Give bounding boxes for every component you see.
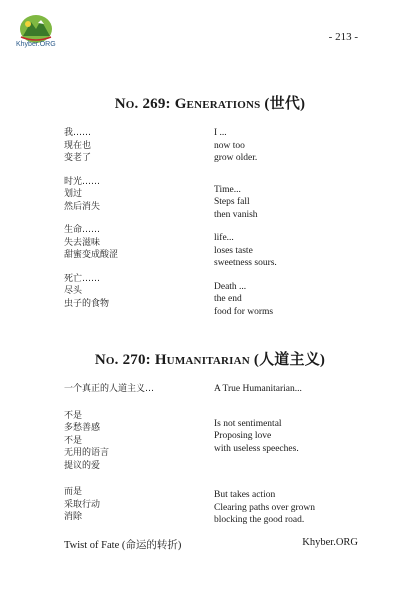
verse-line: 不是 bbox=[64, 410, 83, 421]
verse-line: 不是 bbox=[64, 435, 83, 446]
stanza bbox=[64, 410, 204, 473]
verse-line: 然后消失 bbox=[64, 201, 101, 212]
verse-line: 甜蜜变成酸涩 bbox=[64, 250, 119, 260]
stanza bbox=[64, 176, 204, 214]
poem-number: No. 270: bbox=[94, 352, 155, 368]
stanza bbox=[214, 281, 364, 319]
poem-title-text: Humanitarian bbox=[154, 352, 250, 368]
verse-line: grow older. bbox=[214, 153, 258, 163]
verse-line: 一个真正的人道主义… bbox=[64, 384, 155, 394]
verse-line: the end bbox=[214, 294, 242, 304]
verse-line: 变老了 bbox=[64, 153, 92, 163]
verse-line: 采取行动 bbox=[64, 499, 101, 510]
stanza bbox=[214, 184, 364, 222]
stanza bbox=[64, 224, 204, 262]
verse-line: 生命…… bbox=[64, 225, 101, 235]
stanza bbox=[214, 232, 364, 270]
site-name-footer: Khyber.ORG bbox=[302, 537, 358, 548]
stanza bbox=[64, 486, 204, 524]
verse-line: 失去滋味 bbox=[64, 237, 101, 248]
verse-line: 而是 bbox=[64, 487, 83, 497]
verse-line: then vanish bbox=[214, 209, 258, 220]
poem-title-chinese: (世代) bbox=[260, 96, 306, 112]
stanza bbox=[214, 383, 364, 396]
verse-line: now too bbox=[214, 140, 245, 151]
verse-line: Clearing paths over grown bbox=[214, 502, 316, 513]
page-number: - 213 - bbox=[328, 31, 358, 43]
poem-title-chinese: (人道主义) bbox=[249, 352, 326, 368]
stanza bbox=[64, 127, 204, 165]
verse-line: Steps fall bbox=[214, 197, 250, 207]
verse-line: A True Humanitarian... bbox=[214, 384, 302, 394]
verse-line: loses taste bbox=[214, 245, 253, 256]
stanza bbox=[214, 418, 364, 456]
verse-line: 提议的爱 bbox=[64, 460, 101, 471]
verse-line: Is not sentimental bbox=[214, 418, 282, 429]
verse-line: with useless speeches. bbox=[214, 443, 299, 454]
logo-text: Khyber.ORG bbox=[16, 41, 56, 48]
verse-line: 我…… bbox=[64, 128, 92, 138]
verse-line: 虫子的食物 bbox=[64, 298, 110, 309]
verse-line: 多愁善感 bbox=[64, 423, 101, 433]
verse-line: 消除 bbox=[64, 512, 83, 522]
poem-english-column bbox=[214, 127, 364, 329]
verse-line: blocking the good road. bbox=[214, 515, 305, 525]
verse-line: 尽头 bbox=[64, 286, 83, 296]
poem-number: No. 269: bbox=[114, 96, 175, 112]
verse-line: sweetness sours. bbox=[214, 258, 277, 268]
poem-title-text: Generations bbox=[174, 96, 261, 112]
stanza bbox=[214, 489, 364, 527]
poem-chinese-column bbox=[64, 127, 204, 321]
book-title-footer: Twist of Fate (命运的转折) bbox=[64, 540, 182, 551]
verse-line: But takes action bbox=[214, 490, 276, 500]
verse-line: Time... bbox=[214, 184, 241, 195]
verse-line: Proposing love bbox=[214, 431, 272, 441]
verse-line: 时光…… bbox=[64, 176, 101, 187]
verse-line: 现在也 bbox=[64, 140, 92, 151]
verse-line: Death ... bbox=[214, 281, 247, 292]
poem-title-270 bbox=[0, 348, 420, 369]
verse-line: 死亡…… bbox=[64, 273, 101, 284]
verse-line: 划过 bbox=[64, 189, 83, 199]
verse-line: life... bbox=[214, 233, 234, 243]
verse-line: I ... bbox=[214, 128, 227, 138]
stanza bbox=[214, 127, 364, 165]
poem-english-column bbox=[214, 383, 364, 538]
poem-title-269 bbox=[0, 92, 420, 113]
poem-chinese-column bbox=[64, 383, 204, 535]
verse-line: food for worms bbox=[214, 306, 274, 317]
stanza bbox=[64, 383, 204, 396]
verse-line: 无用的语言 bbox=[64, 448, 110, 458]
stanza bbox=[64, 273, 204, 311]
